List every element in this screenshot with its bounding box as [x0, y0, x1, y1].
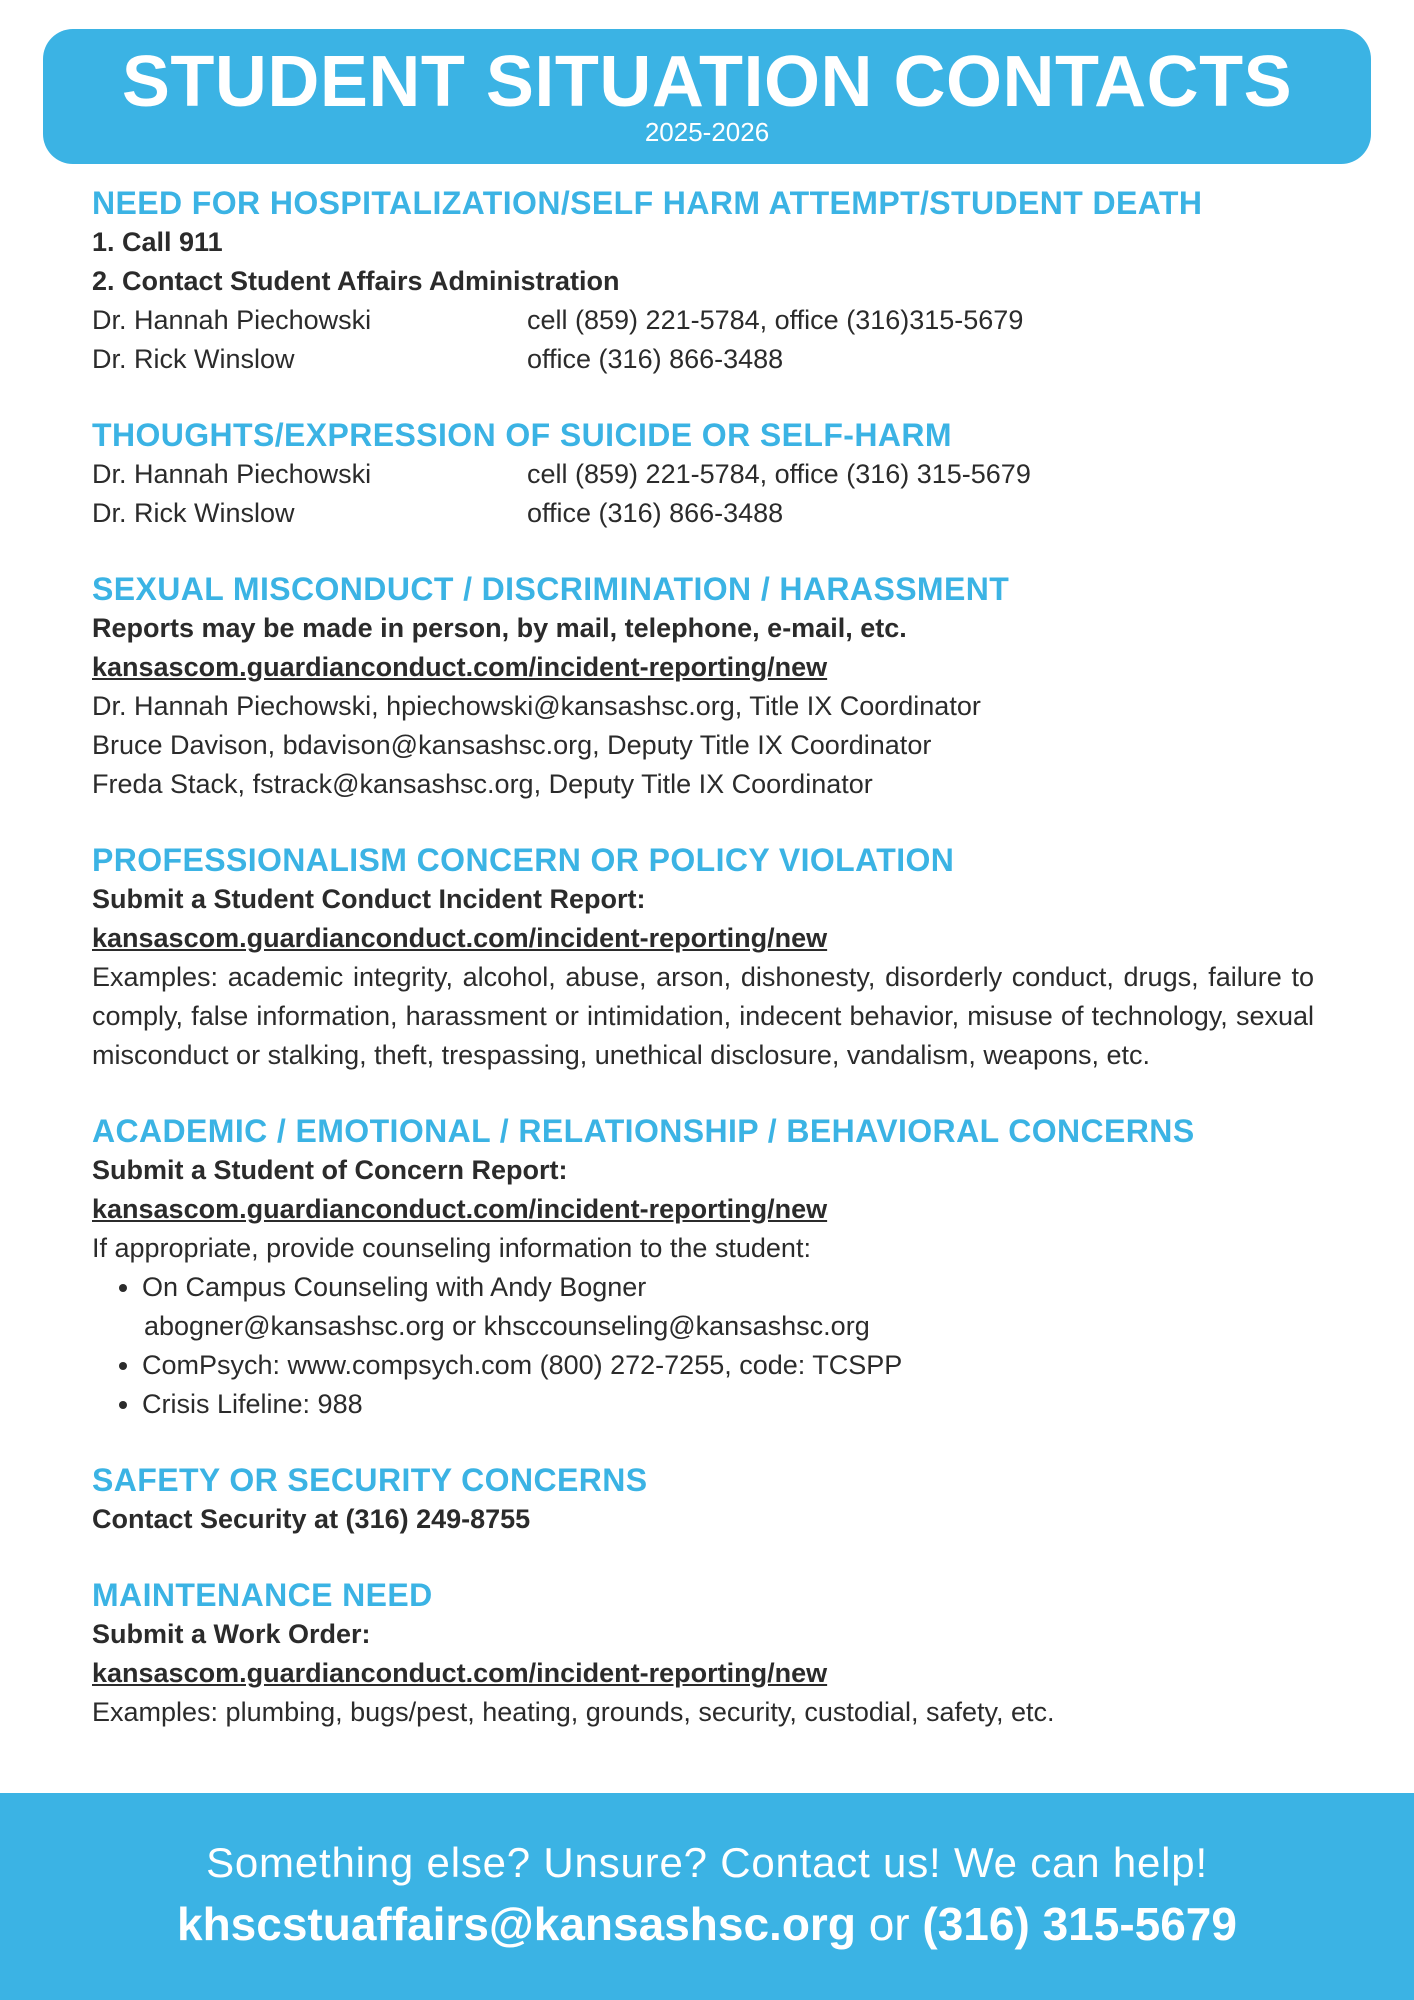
- section-hospitalization: [92, 183, 1314, 379]
- counseling-emails: abogner@kansashsc.org or khsccounseling@kansashsc.org: [144, 1311, 870, 1341]
- incident-report-link[interactable]: kansascom.guardianconduct.com/incident-reporting/new: [92, 923, 828, 953]
- contact-phone: cell (859) 221-5784, office (316)315-5679: [527, 305, 1024, 335]
- contact-row: [92, 494, 1314, 533]
- content: [92, 183, 1314, 1732]
- incident-report-link[interactable]: kansascom.guardianconduct.com/incident-reporting/new: [92, 652, 828, 682]
- incident-report-link[interactable]: kansascom.guardianconduct.com/incident-reporting/new: [92, 1194, 828, 1224]
- contact-phone: cell (859) 221-5784, office (316) 315-5679: [527, 459, 1031, 489]
- section-heading: PROFESSIONALISM CONCERN OR POLICY VIOLATION: [92, 842, 955, 878]
- counseling-note: If appropriate, provide counseling information to the student:: [92, 1233, 811, 1263]
- work-order-link[interactable]: kansascom.guardianconduct.com/incident-reporting/new: [92, 1658, 828, 1688]
- maintenance-examples: Examples: plumbing, bugs/pest, heating, grounds, security, custodial, safety, etc.: [92, 1697, 1055, 1727]
- footer-banner: [0, 1793, 1414, 2000]
- step-call-911: 1. Call 911: [92, 227, 223, 257]
- maintenance-intro: Submit a Work Order:: [92, 1619, 371, 1649]
- footer-question: Something else? Unsure? Contact us! We can help!: [206, 1839, 1208, 1886]
- contact-phone: office (316) 866-3488: [527, 498, 784, 528]
- contact-row: [92, 340, 1314, 379]
- footer-phone[interactable]: (316) 315-5679: [922, 1898, 1237, 1950]
- footer-or: or: [868, 1898, 910, 1950]
- contact-name: Dr. Hannah Piechowski: [92, 459, 372, 489]
- list-item: • ComPsych: www.compsych.com (800) 272-7255, code: TCSPP: [142, 1346, 1314, 1385]
- section-heading: NEED FOR HOSPITALIZATION/SELF HARM ATTEMPT/STUDENT DEATH: [92, 185, 1203, 221]
- security-contact: Contact Security at (316) 249-8755: [92, 1504, 531, 1534]
- section-heading: SAFETY OR SECURITY CONCERNS: [92, 1462, 648, 1498]
- section-heading: THOUGHTS/EXPRESSION OF SUICIDE OR SELF-HARM: [92, 417, 952, 453]
- section-heading: SEXUAL MISCONDUCT / DISCRIMINATION / HARASSMENT: [92, 571, 1010, 607]
- professionalism-intro: Submit a Student Conduct Incident Report:: [92, 884, 646, 914]
- footer-email[interactable]: khscstuaffairs@kansashsc.org: [177, 1898, 856, 1950]
- section-suicide: [92, 415, 1314, 533]
- list-item: • Crisis Lifeline: 988: [142, 1385, 1314, 1424]
- contact-row: [92, 301, 1314, 340]
- contact-phone: office (316) 866-3488: [527, 344, 784, 374]
- step-contact-admin: 2. Contact Student Affairs Administration: [92, 266, 620, 296]
- misconduct-intro: Reports may be made in person, by mail, telephone, e-mail, etc.: [92, 613, 907, 643]
- page-year: 2025-2026: [644, 117, 770, 147]
- section-heading: ACADEMIC / EMOTIONAL / RELATIONSHIP / BEHAVIORAL CONCERNS: [92, 1113, 1195, 1149]
- counseling-list: [92, 1268, 1314, 1307]
- section-maintenance: [92, 1575, 1314, 1732]
- contact-name: Dr. Rick Winslow: [92, 498, 295, 528]
- title-ix-contact: Freda Stack, fstrack@kansashsc.org, Deputy Title IX Coordinator: [92, 769, 873, 799]
- header-banner: [43, 29, 1371, 164]
- footer-contact: [0, 1896, 1414, 1952]
- contact-name: Dr. Hannah Piechowski: [92, 305, 372, 335]
- section-professionalism: [92, 840, 1314, 1075]
- list-item: • On Campus Counseling with Andy Bogner: [142, 1268, 1314, 1307]
- academic-intro: Submit a Student of Concern Report:: [92, 1155, 568, 1185]
- contact-row: [92, 455, 1314, 494]
- counseling-list: [92, 1346, 1314, 1424]
- professionalism-examples: Examples: academic integrity, alcohol, abuse, arson, dishonesty, disorderly conduct, drugs, failure to comply, false information, harassment or intimidation, indecent behavior, misuse of technology, sexual misconduct or stalking, theft, trespassing, unethical disclosure, vandalism, weapons, etc.: [92, 962, 1314, 1070]
- section-heading: MAINTENANCE NEED: [92, 1577, 433, 1613]
- page-title: STUDENT SITUATION CONTACTS: [121, 42, 1293, 122]
- section-misconduct: [92, 569, 1314, 804]
- section-safety: [92, 1460, 1314, 1539]
- title-ix-contact: Dr. Hannah Piechowski, hpiechowski@kansashsc.org, Title IX Coordinator: [92, 691, 981, 721]
- title-ix-contact: Bruce Davison, bdavison@kansashsc.org, Deputy Title IX Coordinator: [92, 730, 932, 760]
- contact-name: Dr. Rick Winslow: [92, 344, 295, 374]
- section-academic: [92, 1111, 1314, 1424]
